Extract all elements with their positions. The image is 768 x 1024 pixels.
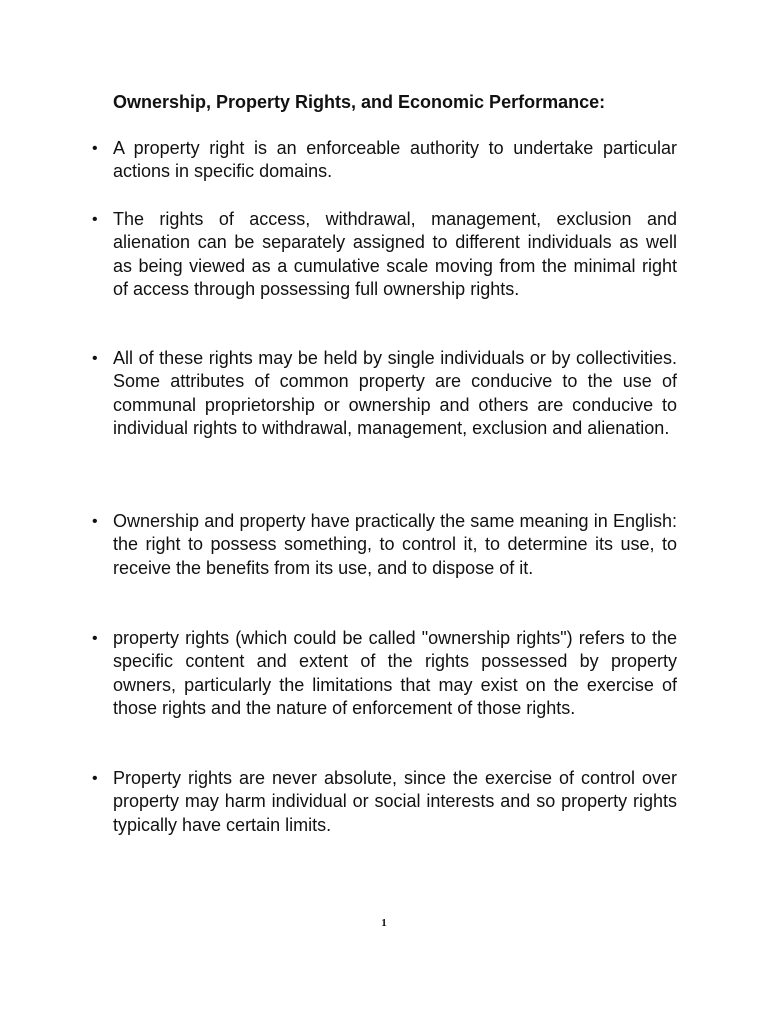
bullet-item	[92, 627, 677, 720]
bullet-text: Property rights are never absolute, since the exercise of control over property may harm individual or social interests and so property rights typically have certain limits.	[113, 768, 677, 835]
bullet-item	[92, 347, 677, 440]
bullet-item	[92, 510, 677, 580]
bullet-marker: •	[92, 350, 98, 367]
document-title: Ownership, Property Rights, and Economic Performance:	[113, 92, 606, 112]
bullet-marker: •	[92, 140, 98, 157]
bullet-marker: •	[92, 211, 98, 228]
bullet-item	[92, 137, 677, 184]
bullet-marker: •	[92, 770, 98, 787]
bullet-marker: •	[92, 513, 98, 530]
bullet-item	[92, 767, 677, 837]
bullet-text: property rights (which could be called "ownership rights") refers to the specific content and extent of the rights possessed by property owners, particularly the limitations that may exist on the exercise of those rights and the nature of enforcement of those rights.	[113, 628, 677, 718]
bullet-item	[92, 208, 677, 301]
bullet-text: The rights of access, withdrawal, management, exclusion and alienation can be separately assigned to different individuals as well as being viewed as a cumulative scale moving from the minimal right of access through possessing full ownership rights.	[113, 209, 677, 299]
bullet-text: Ownership and property have practically the same meaning in English: the right to possess something, to control it, to determine its use, to receive the benefits from its use, and to dispose of it.	[113, 511, 677, 578]
bullet-marker: •	[92, 630, 98, 647]
page-number: 1	[381, 917, 387, 929]
bullet-text: All of these rights may be held by single individuals or by collectivities. Some attributes of common property are conducive to the use of communal proprietorship or ownership and others are conducive to individual rights to withdrawal, management, exclusion and alienation.	[113, 348, 677, 438]
bullet-text: A property right is an enforceable authority to undertake particular actions in specific domains.	[113, 138, 677, 182]
